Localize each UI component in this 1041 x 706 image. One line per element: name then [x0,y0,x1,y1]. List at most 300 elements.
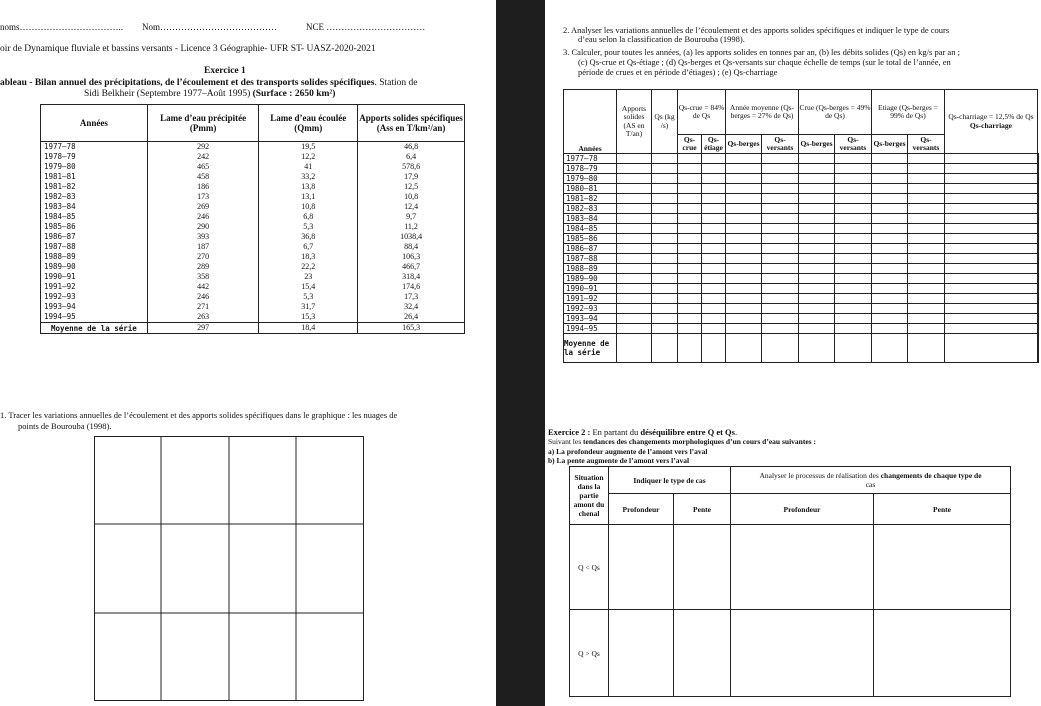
value-cell: 32,4 [358,302,465,312]
answer-cell[interactable] [678,174,702,184]
answer-cell[interactable] [617,164,652,174]
answer-cell[interactable] [872,194,908,204]
answer-cell[interactable] [617,334,652,363]
answer-cell[interactable] [652,284,678,294]
table-row [564,284,1039,294]
table-row [564,224,1039,234]
table-row [564,294,1039,304]
answer-cell[interactable] [799,244,835,254]
answer-cell[interactable] [908,174,945,184]
answer-cell[interactable] [652,204,678,214]
answer-cell[interactable] [1037,214,1038,224]
answer-cell[interactable] [678,254,702,264]
answer-cell[interactable] [617,264,652,274]
answer-cell[interactable] [872,334,908,363]
answer-cell[interactable] [872,294,908,304]
answer-cell[interactable] [762,324,799,334]
answer-cell[interactable] [835,214,872,224]
answer-cell[interactable] [945,304,1038,314]
value-cell: 15,4 [259,282,358,292]
answer-cell[interactable] [799,204,835,214]
answer-cell[interactable] [799,224,835,234]
answer-cell[interactable] [762,214,799,224]
analyser-end: cas [865,480,876,489]
value-cell: 174,6 [358,282,465,292]
answer-cell[interactable] [1037,264,1038,274]
answer-cell[interactable] [835,324,872,334]
answer-cell[interactable] [617,294,652,304]
answer-cell[interactable] [678,264,702,274]
answer-cell[interactable] [617,194,652,204]
table-row [564,304,1039,314]
answer-cell[interactable] [945,234,1038,244]
value-cell: 10,8 [358,192,465,202]
answer-cell[interactable] [702,194,726,204]
answer-cell[interactable] [702,284,726,294]
answer-cell[interactable] [762,294,799,304]
answer-cell[interactable] [908,214,945,224]
value-cell: 31,7 [259,302,358,312]
question-3-line2: (c) Qs-crue et Qs-étiage ; (d) Qs-berges et Qs-versants sur chaque échelle de temps (sur le total de l’année, en [578,57,951,67]
answer-cell[interactable] [652,244,678,254]
answer-cell[interactable] [872,224,908,234]
answer-cell[interactable] [726,284,762,294]
answer-cell[interactable] [872,244,908,254]
answer-cell[interactable] [835,154,872,164]
answer-cell[interactable] [726,274,762,284]
answer-cell[interactable] [799,184,835,194]
answer-cell[interactable] [617,224,652,234]
value-cell: 22,2 [259,262,358,272]
answer-cell[interactable] [726,314,762,324]
value-cell: 13,1 [259,192,358,202]
answer-cell[interactable] [726,294,762,304]
answer-cell[interactable] [945,244,1038,254]
answer-cell[interactable] [945,174,1038,184]
year-cell: 1990–91 [564,284,617,294]
table-row [564,164,1039,174]
answer-cell[interactable] [652,324,678,334]
exercise2-item-b: b) La pente augmente de l’amont vers l’aval [548,456,690,465]
answer-cell[interactable] [835,254,872,264]
answer-cell[interactable] [872,174,908,184]
answer-cell[interactable] [609,610,674,697]
answer-cell[interactable] [1037,204,1038,214]
answer-cell[interactable] [872,304,908,314]
answer-cell[interactable] [652,154,678,164]
year-cell: 1991–92 [41,282,148,292]
answer-cell[interactable] [945,284,1038,294]
answer-cell[interactable] [872,284,908,294]
header-qs-crue: Qs-crue = 84% de Qs [678,90,726,135]
answer-cell[interactable] [908,164,945,174]
value-cell: 17,9 [358,172,465,182]
answer-cell[interactable] [799,324,835,334]
answer-cell[interactable] [678,194,702,204]
answer-cell[interactable] [762,234,799,244]
answer-cell[interactable] [1037,314,1038,324]
answer-cell[interactable] [617,314,652,324]
answer-cell[interactable] [908,334,945,363]
year-cell: 1985–86 [41,222,148,232]
answer-cell[interactable] [762,154,799,164]
value-cell: 289 [147,262,258,272]
answer-cell[interactable] [652,314,678,324]
answer-cell[interactable] [799,164,835,174]
answer-cell[interactable] [652,224,678,234]
answer-cell[interactable] [945,224,1038,234]
answer-cell[interactable] [702,204,726,214]
answer-cell[interactable] [652,164,678,174]
answer-cell[interactable] [762,254,799,264]
answer-cell[interactable] [872,214,908,224]
answer-cell[interactable] [872,184,908,194]
header-crue: Crue (Qs-berges = 49% de Qs) [799,90,872,135]
answer-cell[interactable] [726,154,762,164]
answer-cell[interactable] [726,254,762,264]
answer-cell[interactable] [726,214,762,224]
answer-cell[interactable] [726,174,762,184]
header-analyser-profondeur: Profondeur [731,494,874,525]
answer-cell[interactable] [908,304,945,314]
answer-cell[interactable] [726,334,762,363]
answer-cell[interactable] [652,294,678,304]
answer-cell[interactable] [652,214,678,224]
answer-cell[interactable] [835,294,872,304]
answer-cell[interactable] [762,174,799,184]
answer-cell[interactable] [908,294,945,304]
answer-cell[interactable] [731,610,874,697]
answer-cell[interactable] [652,304,678,314]
answer-cell[interactable] [1037,324,1038,334]
right-page [545,0,1041,706]
answer-cell[interactable] [702,264,726,274]
answer-cell[interactable] [799,194,835,204]
answer-cell[interactable] [702,184,726,194]
answer-cell[interactable] [835,234,872,244]
year-cell: 1994–95 [41,312,148,323]
answer-cell[interactable] [835,274,872,284]
table-row [41,242,465,252]
caption-surface: (Surface : 2650 km²) [252,89,336,99]
answer-cell[interactable] [908,284,945,294]
answer-cell[interactable] [908,204,945,214]
answer-cell[interactable] [678,154,702,164]
answer-cell[interactable] [908,194,945,204]
value-cell: 18,3 [259,252,358,262]
answer-cell[interactable] [908,184,945,194]
answer-cell[interactable] [908,154,945,164]
answer-cell[interactable] [726,324,762,334]
answer-cell[interactable] [702,314,726,324]
answer-cell[interactable] [678,304,702,314]
value-cell: 15,3 [259,312,358,323]
answer-cell[interactable] [835,174,872,184]
answer-cell[interactable] [617,244,652,254]
answer-cell[interactable] [799,264,835,274]
answer-cell[interactable] [799,314,835,324]
answer-cell[interactable] [762,184,799,194]
answer-cell[interactable] [762,284,799,294]
answer-cell[interactable] [835,184,872,194]
answer-cell[interactable] [702,294,726,304]
answer-cell[interactable] [945,324,1038,334]
answer-cell[interactable] [678,244,702,254]
answer-cell[interactable] [726,204,762,214]
question-3-line3: période de crues et en période d’étiages) ; (e) Qs-charriage [578,67,778,77]
answer-cell[interactable] [799,254,835,264]
answer-cell[interactable] [1037,304,1038,314]
answer-cell[interactable] [872,274,908,284]
answer-cell[interactable] [617,184,652,194]
answer-cell[interactable] [726,234,762,244]
answer-cell[interactable] [835,264,872,274]
answer-cell[interactable] [872,254,908,264]
answer-cell[interactable] [617,274,652,284]
answer-cell[interactable] [872,154,908,164]
answer-cell[interactable] [652,274,678,284]
left-page [0,0,496,706]
table-row [41,192,465,202]
answer-cell[interactable] [908,314,945,324]
mean-label: Moyenne de la série [41,323,148,334]
year-cell: 1993–94 [564,314,617,324]
answer-cell[interactable] [799,174,835,184]
answer-cell[interactable] [799,274,835,284]
table-row [41,222,465,232]
answer-cell[interactable] [762,274,799,284]
answer-cell[interactable] [1037,294,1038,304]
answer-cell[interactable] [799,304,835,314]
answer-cell[interactable] [678,214,702,224]
answer-cell[interactable] [872,164,908,174]
answer-cell[interactable] [678,274,702,284]
caption-period: Sidi Belkheir (Septembre 1977–Août 1995) [84,89,253,99]
analyser-bold: changements de chaque type de [880,471,982,480]
answer-cell[interactable] [799,154,835,164]
answer-cell[interactable] [835,314,872,324]
answer-cell[interactable] [872,234,908,244]
answer-cell[interactable] [874,525,1011,610]
answer-cell[interactable] [835,334,872,363]
answer-cell[interactable] [762,334,799,363]
answer-cell[interactable] [874,610,1011,697]
answer-cell[interactable] [617,154,652,164]
answer-cell[interactable] [799,334,835,363]
sub-etiage-versants: Qs-versants [908,135,945,154]
answer-cell[interactable] [702,324,726,334]
answer-cell[interactable] [678,284,702,294]
answer-cell[interactable] [617,204,652,214]
year-cell: 1978–79 [564,164,617,174]
answer-cell[interactable] [945,204,1038,214]
value-cell: 106,3 [358,252,465,262]
table-row [564,204,1039,214]
answer-cell[interactable] [799,294,835,304]
answer-cell[interactable] [762,304,799,314]
answer-cell[interactable] [702,274,726,284]
answer-cell[interactable] [835,204,872,214]
value-cell: 26,4 [358,312,465,323]
answer-cell[interactable] [678,314,702,324]
answer-cell[interactable] [908,264,945,274]
answer-cell[interactable] [652,194,678,204]
answer-cell[interactable] [835,244,872,254]
answer-cell[interactable] [1037,224,1038,234]
answer-cell[interactable] [726,194,762,204]
value-cell: 36,8 [259,232,358,242]
answer-cell[interactable] [1037,164,1038,174]
answer-cell[interactable] [762,194,799,204]
answer-cell[interactable] [652,184,678,194]
answer-cell[interactable] [702,164,726,174]
answer-cell[interactable] [617,214,652,224]
answer-cell[interactable] [835,284,872,294]
answer-cell[interactable] [617,174,652,184]
answer-cell[interactable] [726,264,762,274]
answer-cell[interactable] [1037,284,1038,294]
answer-cell[interactable] [678,184,702,194]
exercise2-item-a: a) La profondeur augmente de l’amont vers l’aval [548,447,708,456]
answer-cell[interactable] [726,164,762,174]
year-cell: 1985–86 [564,234,617,244]
answer-cell[interactable] [678,224,702,234]
answer-cell[interactable] [1037,274,1038,284]
answer-cell[interactable] [835,304,872,314]
value-cell: 292 [147,142,258,153]
answer-cell[interactable] [945,194,1038,204]
answer-cell[interactable] [1037,334,1038,363]
answer-cell[interactable] [945,214,1038,224]
answer-cell[interactable] [1037,184,1038,194]
answer-cell[interactable] [908,244,945,254]
answer-cell[interactable] [908,324,945,334]
answer-cell[interactable] [1037,234,1038,244]
caption-bold: des transports solides spécifiques [240,78,375,88]
answer-cell[interactable] [674,610,731,697]
answer-cell[interactable] [702,304,726,314]
answer-cell[interactable] [702,334,726,363]
nce-field: NCE …………………………… [306,22,426,32]
answer-cell[interactable] [726,304,762,314]
answer-cell[interactable] [945,274,1038,284]
answer-cell[interactable] [678,334,702,363]
answer-cell[interactable] [799,284,835,294]
answer-cell[interactable] [617,234,652,244]
answer-cell[interactable] [702,244,726,254]
value-cell: 23 [259,272,358,282]
answer-cell[interactable] [908,274,945,284]
answer-cell[interactable] [678,164,702,174]
answer-cell[interactable] [731,525,874,610]
answer-cell[interactable] [945,164,1038,174]
answer-cell[interactable] [1037,194,1038,204]
answer-cell[interactable] [762,204,799,214]
answer-cell[interactable] [835,194,872,204]
answer-cell[interactable] [872,314,908,324]
answer-cell[interactable] [872,204,908,214]
answer-cell[interactable] [835,164,872,174]
answer-cell[interactable] [726,184,762,194]
answer-cell[interactable] [609,525,674,610]
answer-cell[interactable] [762,164,799,174]
answer-cell[interactable] [908,224,945,234]
answer-cell[interactable] [617,304,652,314]
answer-cell[interactable] [702,224,726,234]
exercise1-title: Exercice 1 [204,66,246,76]
answer-cell[interactable] [652,254,678,264]
answer-cell[interactable] [1037,154,1038,164]
answer-cell[interactable] [726,224,762,234]
answer-cell[interactable] [674,525,731,610]
answer-cell[interactable] [762,264,799,274]
answer-cell[interactable] [945,294,1038,304]
answer-cell[interactable] [799,214,835,224]
answer-cell[interactable] [1037,244,1038,254]
answer-cell[interactable] [945,314,1038,324]
year-cell: 1991–92 [564,294,617,304]
answer-cell[interactable] [908,234,945,244]
answer-cell[interactable] [762,224,799,234]
answer-cell[interactable] [835,224,872,234]
answer-cell[interactable] [945,184,1038,194]
answer-cell[interactable] [872,264,908,274]
answer-cell[interactable] [652,234,678,244]
answer-cell[interactable] [702,254,726,264]
answer-cell[interactable] [652,174,678,184]
answer-cell[interactable] [702,234,726,244]
value-cell: 6,4 [358,152,465,162]
answer-cell[interactable] [617,284,652,294]
answer-cell[interactable] [945,154,1038,164]
answer-cell[interactable] [726,244,762,254]
mean-value: 18,4 [259,323,358,334]
empty-graph-grid[interactable] [94,436,364,701]
header-charriage [945,90,1038,154]
answer-cell[interactable] [945,254,1038,264]
answer-cell[interactable] [762,244,799,254]
answer-cell[interactable] [799,234,835,244]
ex2-label: Exercice 2 : [548,427,593,437]
value-cell: 12,2 [259,152,358,162]
answer-cell[interactable] [945,334,1038,363]
answer-cell[interactable] [945,264,1038,274]
value-cell: 9,7 [358,212,465,222]
student-names-field: noms…………………………….. [0,22,124,32]
answer-cell[interactable] [678,234,702,244]
answer-cell[interactable] [678,204,702,214]
header-apports: Apports solides (AS en T/an) [617,90,652,154]
answer-cell[interactable] [678,294,702,304]
answer-cell[interactable] [872,324,908,334]
answer-cell[interactable] [702,214,726,224]
answer-cell[interactable] [702,174,726,184]
answer-cell[interactable] [652,334,678,363]
answer-cell[interactable] [617,324,652,334]
answer-cell[interactable] [1037,254,1038,264]
answer-cell[interactable] [652,264,678,274]
mean-row [564,334,1039,363]
answer-cell[interactable] [908,254,945,264]
value-cell: 6,8 [259,212,358,222]
answer-cell[interactable] [702,154,726,164]
value-cell: 173 [147,192,258,202]
answer-cell[interactable] [617,254,652,264]
answer-cell[interactable] [678,324,702,334]
answer-cell[interactable] [1037,174,1038,184]
answer-cell[interactable] [762,314,799,324]
sediment-calculation-table [563,89,1039,363]
